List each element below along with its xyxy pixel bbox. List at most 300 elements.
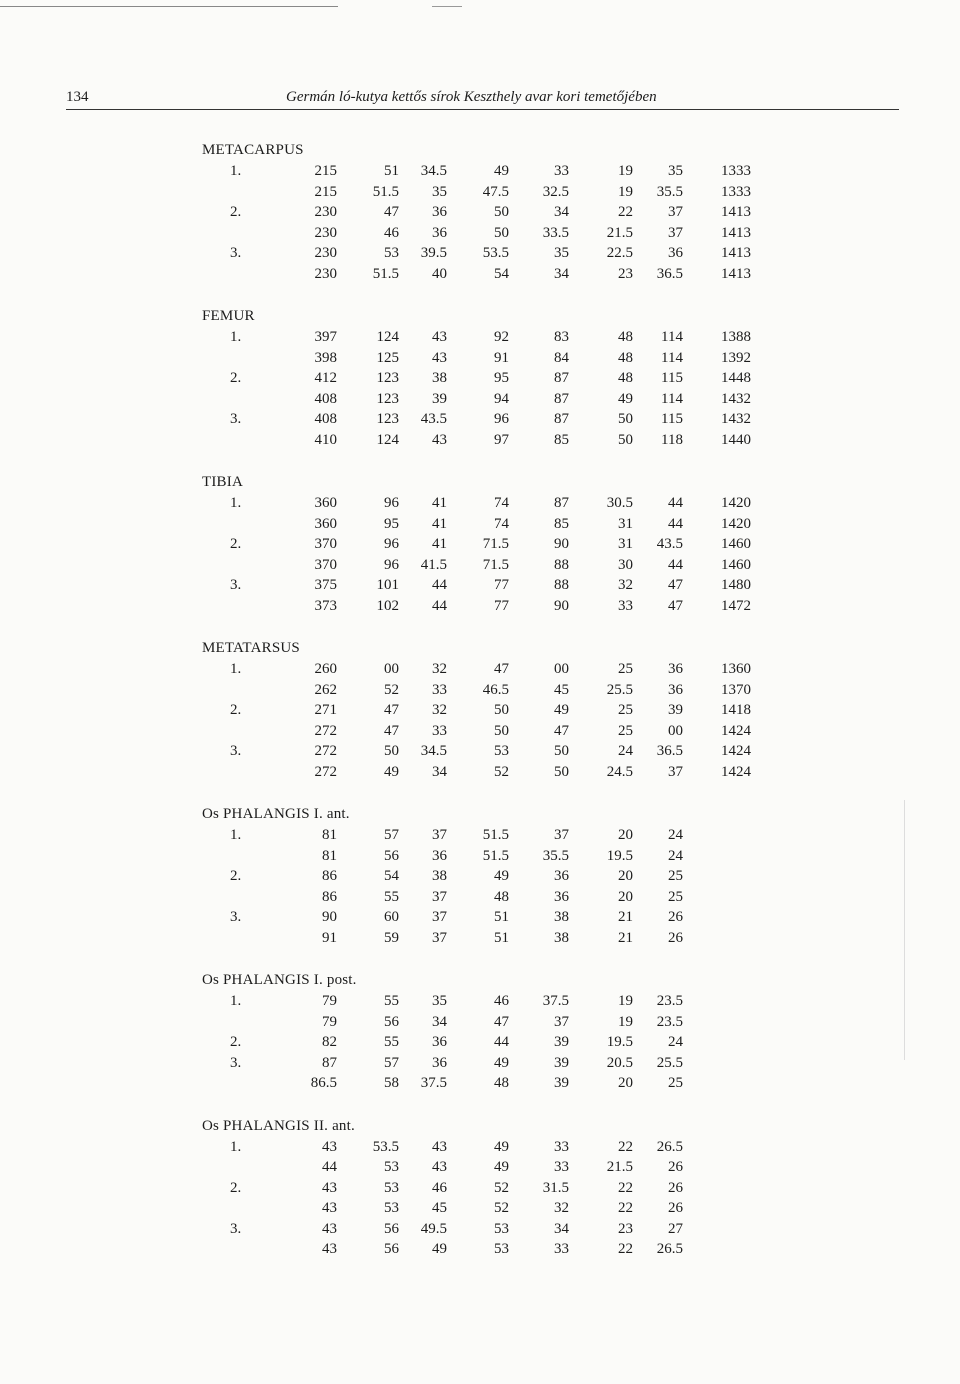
measurement-cell: 44 bbox=[322, 1159, 337, 1175]
measurement-cell: 1388 bbox=[721, 329, 751, 345]
measurement-cell: 00 bbox=[384, 661, 399, 677]
measurement-cell: 21.5 bbox=[606, 224, 633, 241]
measurement-cell: 59 bbox=[384, 929, 399, 946]
table-row bbox=[0, 659, 960, 680]
measurement-cell: 51 bbox=[384, 163, 399, 179]
section-title: FEMUR bbox=[202, 308, 255, 324]
measurement-cell: 53 bbox=[384, 1159, 399, 1175]
measurement-cell: 398 bbox=[314, 349, 337, 366]
measurement-cell: 115 bbox=[661, 370, 683, 386]
measurement-cell: 25.5 bbox=[606, 681, 633, 698]
measurement-cell: 33 bbox=[554, 1159, 569, 1175]
measurement-cell: 33 bbox=[554, 1138, 569, 1155]
measurement-cell: 35.5 bbox=[542, 847, 569, 864]
table-section bbox=[0, 1116, 960, 1260]
measurement-cell: 52 bbox=[494, 763, 509, 780]
table-row bbox=[0, 907, 960, 928]
measurement-cell: 124 bbox=[376, 431, 399, 448]
measurement-cell: 53 bbox=[384, 1200, 399, 1216]
measurement-cell: 45 bbox=[432, 1200, 447, 1216]
measurement-cell: 49 bbox=[494, 1159, 509, 1175]
measurement-cell: 81 bbox=[322, 847, 337, 864]
table-row bbox=[0, 493, 960, 514]
measurement-cell: 1420 bbox=[721, 495, 751, 511]
table-row bbox=[0, 534, 960, 555]
table-section bbox=[0, 472, 960, 616]
specimen-number: 1. bbox=[230, 329, 242, 345]
measurement-cell: 114 bbox=[661, 329, 683, 345]
measurement-cell: 1424 bbox=[721, 743, 751, 759]
measurement-cell: 27 bbox=[668, 1220, 683, 1237]
measurement-cell: 36 bbox=[432, 1034, 447, 1050]
table-row bbox=[0, 1012, 960, 1033]
measurement-cell: 124 bbox=[376, 329, 399, 345]
measurement-cell: 33 bbox=[432, 681, 447, 698]
measurement-cell: 52 bbox=[494, 1179, 509, 1196]
measurement-cell: 43 bbox=[322, 1220, 337, 1237]
table-row bbox=[0, 348, 960, 369]
section-gap bbox=[0, 616, 960, 638]
measurement-cell: 90 bbox=[554, 597, 569, 614]
specimen-number: 2. bbox=[230, 868, 242, 884]
measurement-cell: 22 bbox=[618, 1138, 633, 1155]
measurement-cell: 397 bbox=[314, 329, 337, 345]
table-row bbox=[0, 866, 960, 887]
specimen-number: 2. bbox=[230, 204, 242, 220]
measurement-cell: 272 bbox=[314, 722, 337, 739]
measurement-cell: 44 bbox=[668, 556, 683, 573]
table-section bbox=[0, 306, 960, 450]
measurement-cell: 19 bbox=[618, 163, 633, 179]
measurement-cell: 33 bbox=[618, 597, 633, 614]
table-row bbox=[0, 202, 960, 223]
measurement-cell: 39 bbox=[432, 390, 447, 407]
page-header bbox=[66, 89, 900, 111]
measurement-cell: 1420 bbox=[721, 515, 751, 532]
table-row bbox=[0, 389, 960, 410]
measurement-cell: 87 bbox=[554, 390, 569, 407]
measurement-cell: 26 bbox=[668, 1200, 683, 1216]
measurement-cell: 373 bbox=[314, 597, 337, 614]
measurement-cell: 37 bbox=[554, 827, 569, 843]
measurement-cell: 36.5 bbox=[656, 743, 683, 759]
measurement-cell: 44 bbox=[432, 577, 447, 593]
measurement-cell: 49 bbox=[494, 163, 509, 179]
table-row bbox=[0, 223, 960, 244]
measurement-cell: 31 bbox=[618, 536, 633, 552]
table-row bbox=[0, 1198, 960, 1219]
measurement-cell: 1333 bbox=[721, 183, 751, 200]
measurement-cell: 215 bbox=[314, 183, 337, 200]
measurement-cell: 26 bbox=[668, 1179, 683, 1196]
measurement-cell: 1360 bbox=[721, 661, 751, 677]
measurement-cell: 123 bbox=[376, 370, 399, 386]
section-title: Os PHALANGIS II. ant. bbox=[202, 1117, 355, 1134]
measurement-cell: 35.5 bbox=[656, 183, 683, 200]
measurement-cell: 50 bbox=[618, 431, 633, 448]
measurement-cell: 272 bbox=[314, 763, 337, 780]
measurement-cell: 43.5 bbox=[656, 536, 683, 552]
scan-margin-mark bbox=[904, 800, 905, 1060]
measurement-cell: 74 bbox=[494, 495, 509, 511]
table-row bbox=[0, 161, 960, 182]
measurement-cell: 50 bbox=[384, 743, 399, 759]
measurement-cell: 79 bbox=[322, 1013, 337, 1030]
measurement-cell: 54 bbox=[494, 265, 509, 282]
measurement-cell: 34.5 bbox=[420, 743, 447, 759]
measurement-cell: 370 bbox=[314, 556, 337, 573]
measurement-cell: 90 bbox=[554, 536, 569, 552]
measurement-cell: 57 bbox=[384, 827, 399, 843]
measurement-cell: 22 bbox=[618, 1241, 633, 1257]
measurement-cell: 33 bbox=[432, 722, 447, 739]
measurement-cell: 94 bbox=[494, 390, 509, 407]
table-row bbox=[0, 555, 960, 576]
measurement-cell: 86 bbox=[322, 868, 337, 884]
measurement-cell: 49 bbox=[618, 390, 633, 407]
measurement-cell: 52 bbox=[384, 681, 399, 698]
specimen-number: 2. bbox=[230, 536, 242, 552]
table-row bbox=[0, 575, 960, 596]
measurement-cell: 56 bbox=[384, 1241, 399, 1257]
measurement-cell: 50 bbox=[554, 743, 569, 759]
specimen-number: 3. bbox=[230, 1220, 242, 1237]
measurement-cell: 30.5 bbox=[606, 495, 633, 511]
measurement-cell: 81 bbox=[322, 827, 337, 843]
measurement-cell: 23.5 bbox=[656, 1013, 683, 1030]
measurement-cell: 26.5 bbox=[656, 1241, 683, 1257]
measurement-cell: 74 bbox=[494, 515, 509, 532]
measurement-cell: 23 bbox=[618, 265, 633, 282]
measurement-cell: 50 bbox=[494, 224, 509, 241]
table-row bbox=[0, 368, 960, 389]
measurement-cell: 26 bbox=[668, 909, 683, 925]
measurement-cell: 49 bbox=[494, 1138, 509, 1155]
measurement-cell: 38 bbox=[554, 929, 569, 946]
measurement-cell: 36 bbox=[432, 847, 447, 864]
measurement-cell: 41.5 bbox=[420, 556, 447, 573]
measurement-cell: 25 bbox=[618, 702, 633, 718]
measurement-cell: 125 bbox=[376, 349, 399, 366]
measurement-cell: 34 bbox=[554, 265, 569, 282]
specimen-number: 2. bbox=[230, 1034, 242, 1050]
measurement-cell: 20 bbox=[618, 868, 633, 884]
measurement-cell: 37.5 bbox=[420, 1075, 447, 1091]
measurement-cell: 47 bbox=[668, 597, 683, 614]
measurement-cell: 39 bbox=[554, 1075, 569, 1091]
measurement-cell: 115 bbox=[661, 411, 683, 427]
measurement-table bbox=[0, 140, 960, 1260]
measurement-cell: 1413 bbox=[721, 265, 751, 282]
section-title: Os PHALANGIS I. ant. bbox=[202, 806, 350, 822]
measurement-cell: 54 bbox=[384, 868, 399, 884]
specimen-number: 3. bbox=[230, 1054, 242, 1071]
measurement-cell: 55 bbox=[384, 1034, 399, 1050]
measurement-cell: 47 bbox=[384, 722, 399, 739]
measurement-cell: 44 bbox=[668, 515, 683, 532]
section-title: METATARSUS bbox=[202, 640, 300, 656]
measurement-cell: 21 bbox=[618, 929, 633, 946]
measurement-cell: 123 bbox=[376, 411, 399, 427]
measurement-cell: 37 bbox=[432, 827, 447, 843]
measurement-cell: 19.5 bbox=[606, 847, 633, 864]
measurement-cell: 34 bbox=[432, 1013, 447, 1030]
measurement-cell: 49 bbox=[494, 868, 509, 884]
measurement-cell: 00 bbox=[554, 661, 569, 677]
measurement-cell: 43 bbox=[322, 1200, 337, 1216]
measurement-cell: 50 bbox=[618, 411, 633, 427]
measurement-cell: 84 bbox=[554, 349, 569, 366]
measurement-cell: 37 bbox=[432, 909, 447, 925]
table-row bbox=[0, 327, 960, 348]
measurement-cell: 1448 bbox=[721, 370, 751, 386]
measurement-cell: 26 bbox=[668, 1159, 683, 1175]
measurement-cell: 45 bbox=[554, 681, 569, 698]
measurement-cell: 96 bbox=[384, 536, 399, 552]
measurement-cell: 47 bbox=[668, 577, 683, 593]
measurement-cell: 21 bbox=[618, 909, 633, 925]
measurement-cell: 25 bbox=[668, 888, 683, 905]
measurement-cell: 36 bbox=[668, 681, 683, 698]
measurement-cell: 36 bbox=[668, 661, 683, 677]
measurement-cell: 35 bbox=[432, 993, 447, 1009]
measurement-cell: 36 bbox=[432, 224, 447, 241]
measurement-cell: 114 bbox=[661, 349, 683, 366]
measurement-cell: 215 bbox=[314, 163, 337, 179]
measurement-cell: 51.5 bbox=[482, 847, 509, 864]
measurement-cell: 36 bbox=[432, 204, 447, 220]
measurement-cell: 55 bbox=[384, 993, 399, 1009]
measurement-cell: 271 bbox=[314, 702, 337, 718]
specimen-number: 1. bbox=[230, 495, 242, 511]
measurement-cell: 24.5 bbox=[606, 763, 633, 780]
measurement-cell: 47 bbox=[384, 204, 399, 220]
measurement-cell: 37 bbox=[432, 929, 447, 946]
measurement-cell: 51.5 bbox=[372, 183, 399, 200]
measurement-cell: 34.5 bbox=[420, 163, 447, 179]
measurement-cell: 96 bbox=[384, 495, 399, 511]
measurement-cell: 123 bbox=[376, 390, 399, 407]
measurement-cell: 1432 bbox=[721, 390, 751, 407]
measurement-cell: 48 bbox=[494, 1075, 509, 1091]
measurement-cell: 96 bbox=[494, 411, 509, 427]
measurement-cell: 48 bbox=[618, 349, 633, 366]
measurement-cell: 260 bbox=[314, 661, 337, 677]
measurement-cell: 92 bbox=[494, 329, 509, 345]
measurement-cell: 102 bbox=[376, 597, 399, 614]
measurement-cell: 114 bbox=[661, 390, 683, 407]
measurement-cell: 41 bbox=[432, 515, 447, 532]
measurement-cell: 86.5 bbox=[310, 1075, 337, 1091]
measurement-cell: 96 bbox=[384, 556, 399, 573]
measurement-cell: 46 bbox=[432, 1179, 447, 1196]
section-gap bbox=[0, 450, 960, 472]
measurement-cell: 30 bbox=[618, 556, 633, 573]
measurement-cell: 46.5 bbox=[482, 681, 509, 698]
measurement-cell: 22 bbox=[618, 1179, 633, 1196]
measurement-cell: 47 bbox=[494, 661, 509, 677]
measurement-cell: 36 bbox=[554, 868, 569, 884]
measurement-cell: 26 bbox=[668, 929, 683, 946]
measurement-cell: 47 bbox=[494, 1013, 509, 1030]
table-section bbox=[0, 970, 960, 1094]
measurement-cell: 37 bbox=[554, 1013, 569, 1030]
table-row bbox=[0, 887, 960, 908]
specimen-number: 1. bbox=[230, 827, 242, 843]
measurement-cell: 25 bbox=[668, 1075, 683, 1091]
measurement-cell: 39 bbox=[554, 1034, 569, 1050]
section-title: METACARPUS bbox=[202, 142, 304, 158]
measurement-cell: 41 bbox=[432, 536, 447, 552]
measurement-cell: 22 bbox=[618, 1200, 633, 1216]
measurement-cell: 101 bbox=[376, 577, 399, 593]
measurement-cell: 50 bbox=[554, 763, 569, 780]
measurement-cell: 22.5 bbox=[606, 245, 633, 261]
measurement-cell: 23 bbox=[618, 1220, 633, 1237]
specimen-number: 2. bbox=[230, 1179, 242, 1196]
measurement-cell: 370 bbox=[314, 536, 337, 552]
measurement-cell: 53.5 bbox=[372, 1138, 399, 1155]
measurement-cell: 37 bbox=[668, 224, 683, 241]
measurement-cell: 1472 bbox=[721, 597, 751, 614]
measurement-cell: 50 bbox=[494, 204, 509, 220]
specimen-number: 3. bbox=[230, 411, 242, 427]
measurement-cell: 43 bbox=[432, 349, 447, 366]
measurement-cell: 21.5 bbox=[606, 1159, 633, 1175]
table-row bbox=[0, 264, 960, 285]
measurement-cell: 33 bbox=[554, 163, 569, 179]
table-row bbox=[0, 1178, 960, 1199]
measurement-cell: 87 bbox=[554, 411, 569, 427]
measurement-cell: 32.5 bbox=[542, 183, 569, 200]
table-row bbox=[0, 846, 960, 867]
measurement-cell: 87 bbox=[322, 1054, 337, 1071]
table-row bbox=[0, 700, 960, 721]
specimen-number: 3. bbox=[230, 245, 242, 261]
measurement-cell: 77 bbox=[494, 577, 509, 593]
measurement-cell: 87 bbox=[554, 370, 569, 386]
measurement-cell: 43 bbox=[432, 1159, 447, 1175]
measurement-cell: 49 bbox=[432, 1241, 447, 1257]
measurement-cell: 410 bbox=[314, 431, 337, 448]
measurement-cell: 41 bbox=[432, 495, 447, 511]
measurement-cell: 38 bbox=[554, 909, 569, 925]
table-row bbox=[0, 721, 960, 742]
measurement-cell: 39 bbox=[668, 702, 683, 718]
measurement-cell: 82 bbox=[322, 1034, 337, 1050]
table-row bbox=[0, 1219, 960, 1240]
measurement-cell: 53 bbox=[384, 245, 399, 261]
measurement-cell: 86 bbox=[322, 888, 337, 905]
measurement-cell: 95 bbox=[494, 370, 509, 386]
measurement-cell: 1413 bbox=[721, 245, 751, 261]
specimen-number: 2. bbox=[230, 370, 242, 386]
measurement-cell: 19 bbox=[618, 183, 633, 200]
measurement-cell: 360 bbox=[314, 495, 337, 511]
section-title: TIBIA bbox=[202, 474, 243, 490]
section-gap bbox=[0, 948, 960, 970]
measurement-cell: 35 bbox=[554, 245, 569, 261]
measurement-cell: 262 bbox=[314, 681, 337, 698]
measurement-cell: 34 bbox=[554, 1220, 569, 1237]
section-gap bbox=[0, 1094, 960, 1116]
measurement-cell: 58 bbox=[384, 1075, 399, 1091]
measurement-cell: 51.5 bbox=[482, 827, 509, 843]
measurement-cell: 19.5 bbox=[606, 1034, 633, 1050]
measurement-cell: 24 bbox=[618, 743, 633, 759]
measurement-cell: 230 bbox=[314, 245, 337, 261]
table-row bbox=[0, 928, 960, 949]
measurement-cell: 34 bbox=[432, 763, 447, 780]
measurement-cell: 56 bbox=[384, 1013, 399, 1030]
measurement-cell: 412 bbox=[314, 370, 337, 386]
measurement-cell: 53 bbox=[494, 1220, 509, 1237]
measurement-cell: 26.5 bbox=[656, 1138, 683, 1155]
table-section bbox=[0, 804, 960, 948]
specimen-number: 1. bbox=[230, 993, 242, 1009]
table-row bbox=[0, 430, 960, 451]
table-row bbox=[0, 243, 960, 264]
measurement-cell: 56 bbox=[384, 1220, 399, 1237]
measurement-cell: 20 bbox=[618, 888, 633, 905]
measurement-cell: 19 bbox=[618, 1013, 633, 1030]
measurement-cell: 43 bbox=[322, 1241, 337, 1257]
measurement-cell: 49.5 bbox=[420, 1220, 447, 1237]
measurement-cell: 40 bbox=[432, 265, 447, 282]
running-title: Germán ló-kutya kettős sírok Keszthely avar kori temetőjében bbox=[286, 89, 657, 105]
table-section bbox=[0, 140, 960, 284]
measurement-cell: 48 bbox=[618, 329, 633, 345]
table-row bbox=[0, 1032, 960, 1053]
measurement-cell: 37 bbox=[668, 763, 683, 780]
measurement-cell: 1432 bbox=[721, 411, 751, 427]
measurement-cell: 53 bbox=[494, 743, 509, 759]
measurement-cell: 39.5 bbox=[420, 245, 447, 261]
measurement-cell: 00 bbox=[668, 722, 683, 739]
measurement-cell: 360 bbox=[314, 515, 337, 532]
page-number: 134 bbox=[66, 89, 89, 105]
measurement-cell: 230 bbox=[314, 224, 337, 241]
measurement-cell: 22 bbox=[618, 204, 633, 220]
measurement-cell: 91 bbox=[494, 349, 509, 366]
measurement-cell: 38 bbox=[432, 370, 447, 386]
measurement-cell: 57 bbox=[384, 1054, 399, 1071]
measurement-cell: 34 bbox=[554, 204, 569, 220]
measurement-cell: 60 bbox=[384, 909, 399, 925]
measurement-cell: 36 bbox=[554, 888, 569, 905]
measurement-cell: 39 bbox=[554, 1054, 569, 1071]
measurement-cell: 52 bbox=[494, 1200, 509, 1216]
measurement-cell: 88 bbox=[554, 556, 569, 573]
measurement-cell: 23.5 bbox=[656, 993, 683, 1009]
measurement-cell: 43 bbox=[322, 1138, 337, 1155]
table-row bbox=[0, 680, 960, 701]
section-gap bbox=[0, 284, 960, 306]
measurement-cell: 1413 bbox=[721, 224, 751, 241]
measurement-cell: 37 bbox=[668, 204, 683, 220]
measurement-cell: 1480 bbox=[721, 577, 751, 593]
measurement-cell: 230 bbox=[314, 265, 337, 282]
measurement-cell: 31.5 bbox=[542, 1179, 569, 1196]
measurement-cell: 1370 bbox=[721, 681, 751, 698]
measurement-cell: 408 bbox=[314, 411, 337, 427]
specimen-number: 3. bbox=[230, 909, 242, 925]
measurement-cell: 19 bbox=[618, 993, 633, 1009]
measurement-cell: 48 bbox=[494, 888, 509, 905]
measurement-cell: 1418 bbox=[721, 702, 751, 718]
measurement-cell: 118 bbox=[661, 431, 683, 448]
measurement-cell: 87 bbox=[554, 495, 569, 511]
